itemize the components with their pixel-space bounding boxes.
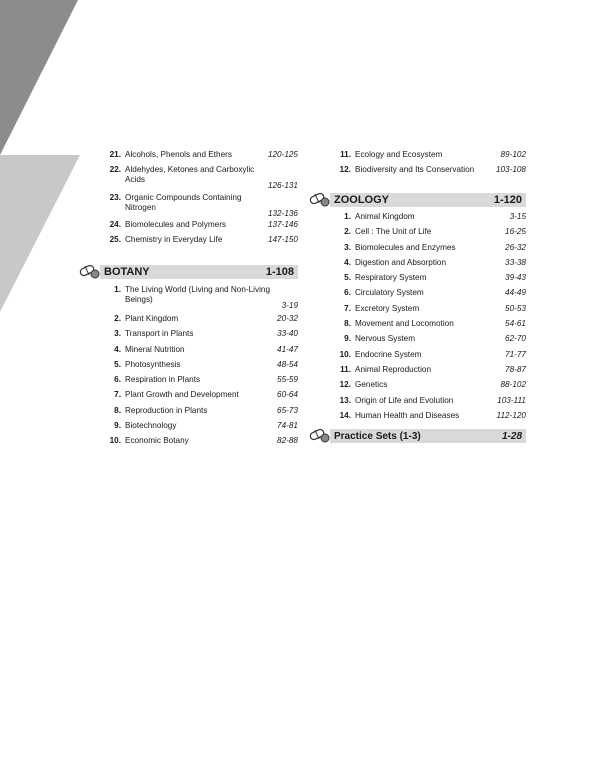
entry-number: 10. (109, 436, 121, 446)
entry-pages: 112-120 (496, 410, 526, 420)
toc-entry[interactable] (330, 380, 526, 395)
toc-entry[interactable] (100, 193, 298, 219)
entry-pages: 3-15 (509, 212, 526, 221)
toc-entry[interactable] (100, 314, 298, 329)
entry-title: Chemistry in Everyday Life (125, 235, 223, 244)
entry-pages: 41-47 (277, 344, 298, 354)
section-range: 1-28 (501, 430, 522, 442)
entry-title: Transport in Plants (125, 329, 194, 339)
entry-pages: 89-102 (500, 150, 526, 159)
entry-pages: 16-25 (505, 227, 526, 237)
entry-number: 6. (344, 288, 351, 298)
entry-title: Mineral Nutrition (125, 344, 185, 354)
entry-number: 2. (344, 227, 351, 237)
section-range: 1-108 (265, 266, 294, 278)
toc-entry[interactable] (330, 365, 526, 380)
toc-entry[interactable] (100, 360, 298, 375)
toc-entry[interactable] (100, 390, 298, 405)
entry-title: Movement and Locomotion (355, 319, 454, 329)
entry-pages: 120-125 (267, 150, 298, 159)
entry-title: Respiration in Plants (125, 375, 201, 385)
entry-pages: 39-43 (505, 273, 526, 283)
entry-number: 1. (344, 212, 351, 221)
toc-entry[interactable] (330, 227, 526, 242)
entry-title: Biotechnology (125, 421, 177, 431)
entry-pages: 71-77 (505, 349, 526, 359)
entry-number: 8. (344, 319, 351, 329)
toc-entry[interactable] (100, 436, 298, 451)
toc-left-column (100, 150, 298, 452)
entry-pages: 147-150 (267, 235, 298, 244)
pill-capsule-icon (78, 262, 102, 280)
toc-entry[interactable] (100, 375, 298, 390)
entry-number: 21. (109, 150, 121, 159)
section-header-practice-sets[interactable] (330, 429, 526, 443)
toc-entry[interactable] (330, 334, 526, 349)
section-header-botany[interactable] (100, 265, 298, 279)
entry-pages: 88-102 (500, 380, 526, 390)
toc-entry[interactable] (330, 273, 526, 288)
toc-entry[interactable] (100, 235, 298, 250)
entry-number: 5. (114, 359, 121, 369)
entry-pages: 60-64 (277, 390, 298, 400)
entry-title: Human Health and Diseases (355, 410, 460, 420)
pill-capsule-icon (308, 426, 332, 444)
corner-decoration (0, 0, 80, 320)
entry-number: 14. (339, 410, 351, 420)
entry-number: 7. (344, 303, 351, 313)
entry-pages: 26-32 (505, 242, 526, 252)
entry-title: Plant Kingdom (125, 314, 179, 323)
toc-entry[interactable] (100, 421, 298, 436)
section-range: 1-120 (493, 194, 522, 206)
entry-pages: 55-59 (277, 375, 298, 385)
entry-number: 8. (114, 405, 121, 415)
entry-number: 23. (109, 193, 121, 202)
entry-title: Organic Compounds Containing Nitrogen (125, 193, 242, 213)
entry-title: Biomolecules and Enzymes (355, 242, 456, 252)
pill-capsule-icon (308, 190, 332, 208)
entry-number: 4. (344, 257, 351, 267)
entry-number: 10. (339, 349, 351, 359)
toc-entry[interactable] (100, 220, 298, 235)
entry-title: Animal Kingdom (355, 212, 415, 221)
toc-entry[interactable] (330, 165, 526, 180)
entry-number: 9. (114, 421, 121, 431)
entry-pages: 132-136 (267, 208, 298, 218)
entry-number: 24. (109, 220, 121, 229)
entry-title: Alcohols, Phenols and Ethers (125, 150, 232, 159)
toc-entry[interactable] (330, 396, 526, 411)
entry-number: 25. (109, 235, 121, 244)
toc-entry[interactable] (330, 243, 526, 258)
toc-entry[interactable] (100, 406, 298, 421)
entry-title: Respiratory System (355, 273, 427, 283)
entry-title: Photosynthesis (125, 359, 181, 369)
entry-title: Reproduction in Plants (125, 405, 208, 415)
entry-title: The Living World (Living and Non-Living Beings) (125, 285, 271, 305)
entry-title: Endocrine System (355, 349, 422, 359)
entry-number: 7. (114, 390, 121, 400)
entry-pages: 54-61 (505, 319, 526, 329)
entry-number: 11. (340, 364, 351, 374)
entry-number: 1. (114, 285, 121, 294)
toc-entry[interactable] (100, 150, 298, 165)
entry-pages: 78-87 (505, 364, 526, 374)
entry-number: 13. (339, 395, 351, 405)
section-heading: ZOOLOGY (334, 194, 389, 206)
entry-pages: 103-108 (495, 165, 526, 174)
entry-title: Nervous System (355, 334, 416, 344)
toc-entry[interactable] (330, 411, 526, 426)
entry-number: 22. (109, 165, 121, 174)
toc-entry[interactable] (330, 350, 526, 365)
toc-entry[interactable] (330, 288, 526, 303)
entry-title: Excretory System (355, 303, 420, 313)
entry-title: Biomolecules and Polymers (125, 220, 227, 229)
toc-right-column (330, 150, 526, 443)
entry-pages: 137-146 (267, 220, 298, 229)
section-heading: Practice Sets (1-3) (334, 430, 421, 442)
entry-title: Genetics (355, 380, 388, 390)
entry-pages: 126-131 (267, 180, 298, 190)
entry-title: Ecology and Ecosystem (355, 150, 443, 159)
entry-number: 3. (114, 329, 121, 339)
entry-pages: 74-81 (277, 421, 298, 431)
entry-pages: 48-54 (277, 359, 298, 369)
entry-title: Aldehydes, Ketones and Carboxylic Acids (125, 165, 255, 185)
entry-title: Circulatory System (355, 288, 424, 298)
toc-entry[interactable] (330, 319, 526, 334)
entry-pages: 33-40 (277, 329, 298, 339)
toc-entry[interactable] (330, 150, 526, 165)
section-heading: BOTANY (104, 266, 150, 278)
entry-pages: 103-111 (497, 395, 526, 405)
entry-number: 2. (114, 314, 121, 323)
entry-number: 11. (340, 150, 351, 159)
entry-number: 4. (114, 344, 121, 354)
toc-entry[interactable] (330, 258, 526, 273)
entry-number: 12. (339, 380, 351, 390)
toc-entry[interactable] (100, 165, 298, 191)
toc-entry[interactable] (100, 329, 298, 344)
entry-pages: 33-38 (505, 257, 526, 267)
entry-title: Economic Botany (125, 436, 189, 446)
entry-title: Animal Reproduction (355, 364, 432, 374)
entry-title: Cell : The Unit of Life (355, 227, 432, 237)
entry-pages: 65-73 (277, 405, 298, 415)
entry-pages: 3-19 (281, 300, 298, 310)
entry-number: 9. (344, 334, 351, 344)
entry-pages: 20-32 (277, 314, 298, 323)
section-header-zoology[interactable] (330, 193, 526, 207)
toc-entry[interactable] (100, 345, 298, 360)
entry-number: 3. (344, 242, 351, 252)
entry-title: Plant Growth and Development (125, 390, 239, 400)
entry-title: Digestion and Absorption (355, 257, 447, 267)
toc-entry[interactable] (330, 304, 526, 319)
toc-entry[interactable] (330, 212, 526, 227)
entry-title: Origin of Life and Evolution (355, 395, 454, 405)
entry-number: 6. (114, 375, 121, 385)
entry-number: 5. (344, 273, 351, 283)
entry-pages: 44-49 (505, 288, 526, 298)
toc-entry[interactable] (100, 285, 298, 311)
entry-title: Biodiversity and Its Conservation (355, 165, 475, 174)
entry-pages: 50-53 (505, 303, 526, 313)
entry-number: 12. (339, 165, 351, 174)
entry-pages: 62-70 (505, 334, 526, 344)
entry-pages: 82-88 (277, 436, 298, 446)
